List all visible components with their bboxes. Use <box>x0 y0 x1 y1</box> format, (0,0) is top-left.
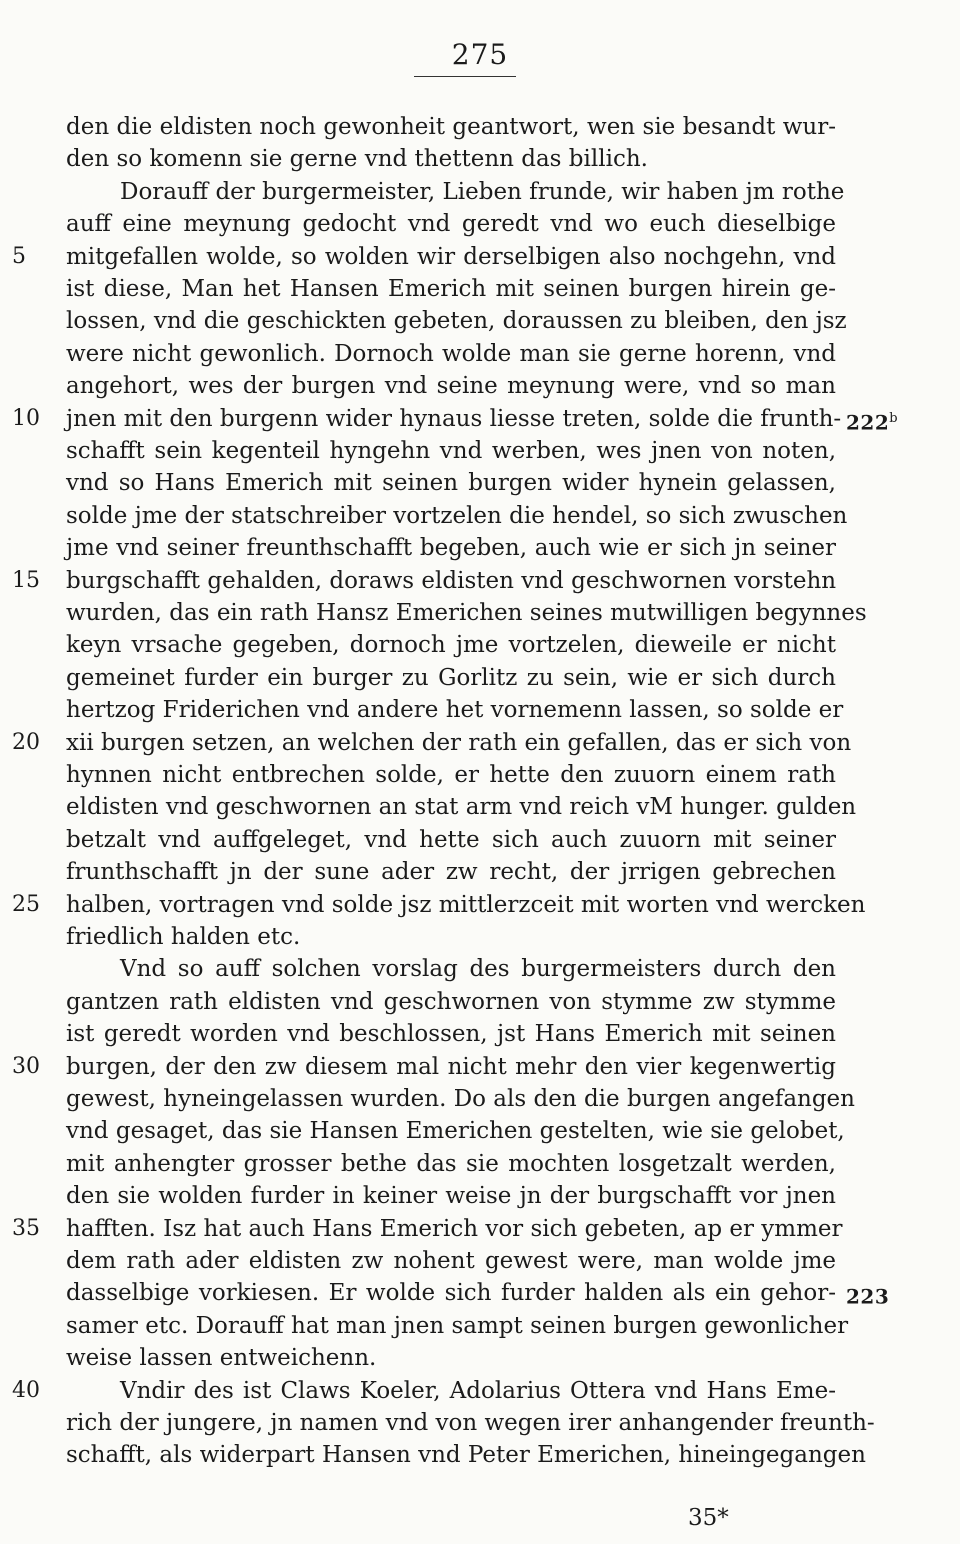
text-line: schafft sein kegenteil hyngehn vnd werben, wes jnen von noten, <box>66 438 836 464</box>
text-line: dasselbige vorkiesen. Er wolde sich furder halden als ein gehor- <box>66 1280 836 1307</box>
text-line: betzalt vnd auffgeleget, vnd hette sich auch zuuorn mit seiner <box>66 826 836 853</box>
folio-marker-label: 223 <box>846 1285 890 1310</box>
page-number: 275 <box>451 38 509 71</box>
line-number: 10 <box>12 405 40 431</box>
text-line: wurden, das ein rath Hansz Emerichen seines mutwilligen begynnes <box>66 600 867 626</box>
text-line: schafft, als widerpart Hansen vnd Peter Emerichen, hineingegangen <box>66 1442 866 1469</box>
line-number: 40 <box>12 1377 40 1403</box>
text-line: xii burgen setzen, an welchen der rath ein gefallen, das er sich von <box>66 729 852 756</box>
text-line: hertzog Friderichen vnd andere het vornemenn lassen, so solde er <box>66 697 844 724</box>
text-line: angehort, wes der burgen vnd seine meynung were, vnd so man <box>66 373 836 400</box>
text-line: lossen, vnd die geschickten gebeten, doraussen zu bleiben, den jsz <box>66 308 847 335</box>
text-line: keyn vrsache gegeben, dornoch jme vortzelen, dieweile er nicht <box>66 632 836 659</box>
text-line: gewest, hyneingelassen wurden. Do als den die burgen angefangen <box>66 1086 855 1112</box>
text-line: den die eldisten noch gewonheit geantwort, wen sie besandt wur- <box>66 114 836 140</box>
text-line: ist geredt worden vnd beschlossen, jst Hans Emerich mit seinen <box>66 1021 836 1048</box>
text-line: jme vnd seiner freunthschafft begeben, auch wie er sich jn seiner <box>66 535 836 562</box>
text-line: vnd so Hans Emerich mit seinen burgen wider hynein gelassen, <box>66 470 836 497</box>
text-line: Vnd so auff solchen vorslag des burgermeisters durch den <box>120 956 836 983</box>
text-line: Dorauff der burgermeister, Lieben frunde, wir haben jm rothe <box>120 178 845 205</box>
text-line: friedlich halden etc. <box>66 924 301 950</box>
text-line: samer etc. Dorauff hat man jnen sampt seinen burgen gewonlicher <box>66 1312 849 1339</box>
text-line: jnen mit den burgenn wider hynaus liesse treten, solde die frunth- <box>66 405 842 432</box>
line-number: 30 <box>12 1053 40 1079</box>
text-line: den sie wolden furder in keiner weise jn der burgschafft vor jnen <box>66 1183 836 1210</box>
text-line: frunthschafft jn der sune ader zw recht, der jrrigen gebrechen <box>66 859 836 886</box>
text-line: vnd gesaget, das sie Hansen Emerichen gestelten, wie sie gelobet, <box>66 1118 845 1145</box>
folio-marker <box>846 1277 889 1309</box>
text-line: burgen, der den zw diesem mal nicht mehr den vier kegenwertig <box>66 1053 836 1080</box>
text-line: hafften. Isz hat auch Hans Emerich vor sich gebeten, ap er ymmer <box>66 1215 843 1242</box>
text-line: gemeinet furder ein burger zu Gorlitz zu sein, wie er sich durch <box>66 664 836 691</box>
signature-mark: 35* <box>688 1505 729 1531</box>
text-line: gantzen rath eldisten vnd geschwornen von stymme zw stymme <box>66 988 836 1015</box>
line-number: 15 <box>12 567 40 593</box>
text-line: solde jme der statschreiber vortzelen die hendel, so sich zwuschen <box>66 502 848 529</box>
header-rule <box>414 76 516 77</box>
text-line: dem rath ader eldisten zw nohent gewest were, man wolde jme <box>66 1248 836 1274</box>
text-line: mitgefallen wolde, so wolden wir derselbigen also nochgehn, vnd <box>66 243 836 270</box>
text-line: rich der jungere, jn namen vnd von wegen irer anhangender freunth- <box>66 1410 875 1436</box>
text-line: auff eine meynung gedocht vnd geredt vnd wo euch dieselbige <box>66 211 836 238</box>
folio-marker <box>846 403 898 435</box>
folio-marker-suffix: b <box>889 410 899 426</box>
text-line: halben, vortragen vnd solde jsz mittlerzceit mit worten vnd wercken <box>66 891 866 918</box>
line-number: 20 <box>12 729 40 755</box>
text-line: burgschafft gehalden, doraws eldisten vnd geschwornen vorstehn <box>66 567 837 594</box>
text-line: were nicht gewonlich. Dornoch wolde man sie gerne horenn, vnd <box>66 340 836 367</box>
folio-marker-label: 222 <box>846 410 890 435</box>
text-line: den so komenn sie gerne vnd thettenn das billich. <box>66 146 648 173</box>
text-line: ist diese, Man het Hansen Emerich mit seinen burgen hirein ge- <box>66 276 836 302</box>
line-number: 5 <box>12 243 26 269</box>
text-line: mit anhengter grosser bethe das sie mochten losgetzalt werden, <box>66 1150 836 1177</box>
text-line: hynnen nicht entbrechen solde, er hette den zuuorn einem rath <box>66 762 836 788</box>
line-number: 35 <box>12 1215 40 1241</box>
text-line: Vndir des ist Claws Koeler, Adolarius Ottera vnd Hans Eme- <box>120 1377 836 1404</box>
text-line: eldisten vnd geschwornen an stat arm vnd reich vM hunger. gulden <box>66 794 857 821</box>
line-number: 25 <box>12 891 40 917</box>
text-line: weise lassen entweichenn. <box>66 1345 377 1372</box>
